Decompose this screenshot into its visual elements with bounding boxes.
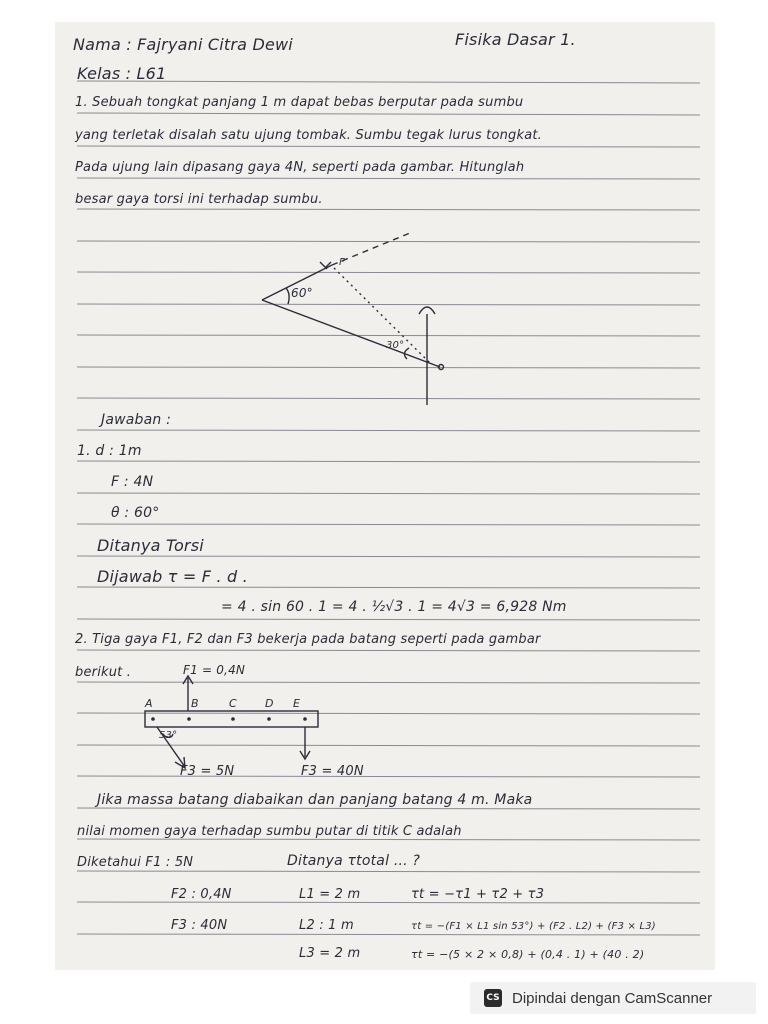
camscanner-badge xyxy=(470,982,756,1014)
f1-label: F1 = 0,4N xyxy=(183,663,246,677)
asked-torsi: Ditanya Torsi xyxy=(97,536,204,555)
row-l: L3 = 2 m xyxy=(299,946,361,961)
asked-total: Ditanya τtotal ... ? xyxy=(287,853,421,869)
solution-head: Dijawab τ = F . d . xyxy=(97,567,248,586)
given-f: F : 4N xyxy=(111,474,154,490)
row-eq: τt = −(F1 × L1 sin 53°) + (F2 . L2) + (F3 × L3) xyxy=(411,921,656,932)
angle-53-label: 53° xyxy=(159,730,178,741)
torque-diagram-1 xyxy=(262,233,444,405)
problem2-line: 2. Tiga gaya F1, F2 dan F3 bekerja pada batang seperti pada gambar xyxy=(75,632,541,647)
row-eq: τt = −τ1 + τ2 + τ3 xyxy=(411,887,545,902)
problem1-line: 1. Sebuah tongkat panjang 1 m dapat bebas berputar pada sumbu xyxy=(75,95,524,110)
angle-30-label: 30° xyxy=(386,340,405,351)
row-f: F3 : 40N xyxy=(171,918,228,933)
point-a: A xyxy=(145,697,153,710)
problem2-line: berikut . xyxy=(75,665,132,680)
row-eq: τt = −(5 × 2 × 0,8) + (0,4 . 1) + (40 . 2) xyxy=(411,948,645,961)
torque-diagram-2 xyxy=(145,676,318,768)
f3-left-label: F3 = 5N xyxy=(180,764,235,779)
known-head: Diketahui F1 : 5N xyxy=(77,855,194,870)
subject-title: Fisika Dasar 1. xyxy=(455,30,576,49)
problem1-line: besar gaya torsi ini terhadap sumbu. xyxy=(75,192,323,207)
force-f-label: F xyxy=(339,257,345,268)
row-f: F2 : 0,4N xyxy=(171,887,232,902)
given-d: 1. d : 1m xyxy=(77,443,142,459)
answer-heading: Jawaban : xyxy=(101,412,172,428)
camscanner-text: Dipindai dengan CamScanner xyxy=(512,989,713,1007)
given-theta: θ : 60° xyxy=(111,505,160,521)
point-d: D xyxy=(265,697,274,710)
notebook-page xyxy=(55,22,715,970)
problem2-text: Jika massa batang diabaikan dan panjang batang 4 m. Maka xyxy=(97,792,533,808)
point-e: E xyxy=(293,697,301,710)
angle-60-label: 60° xyxy=(291,286,313,300)
problem2-text: nilai momen gaya terhadap sumbu putar di titik C adalah xyxy=(77,824,462,839)
problem1-line: yang terletak disalah satu ujung tombak. Sumbu tegak lurus tongkat. xyxy=(75,128,543,143)
student-class: Kelas : L61 xyxy=(77,64,167,83)
row-l: L1 = 2 m xyxy=(299,887,361,902)
f3-right-label: F3 = 40N xyxy=(301,764,364,779)
student-name: Nama : Fajryani Citra Dewi xyxy=(73,35,293,54)
problem1-line: Pada ujung lain dipasang gaya 4N, seperti pada gambar. Hitunglah xyxy=(75,160,525,175)
camscanner-logo-icon: CS xyxy=(484,989,502,1007)
row-l: L2 : 1 m xyxy=(299,918,354,933)
solution-line: = 4 . sin 60 . 1 = 4 . ½√3 . 1 = 4√3 = 6,928 Nm xyxy=(221,599,567,615)
point-b: B xyxy=(191,697,199,710)
point-c: C xyxy=(229,697,237,710)
